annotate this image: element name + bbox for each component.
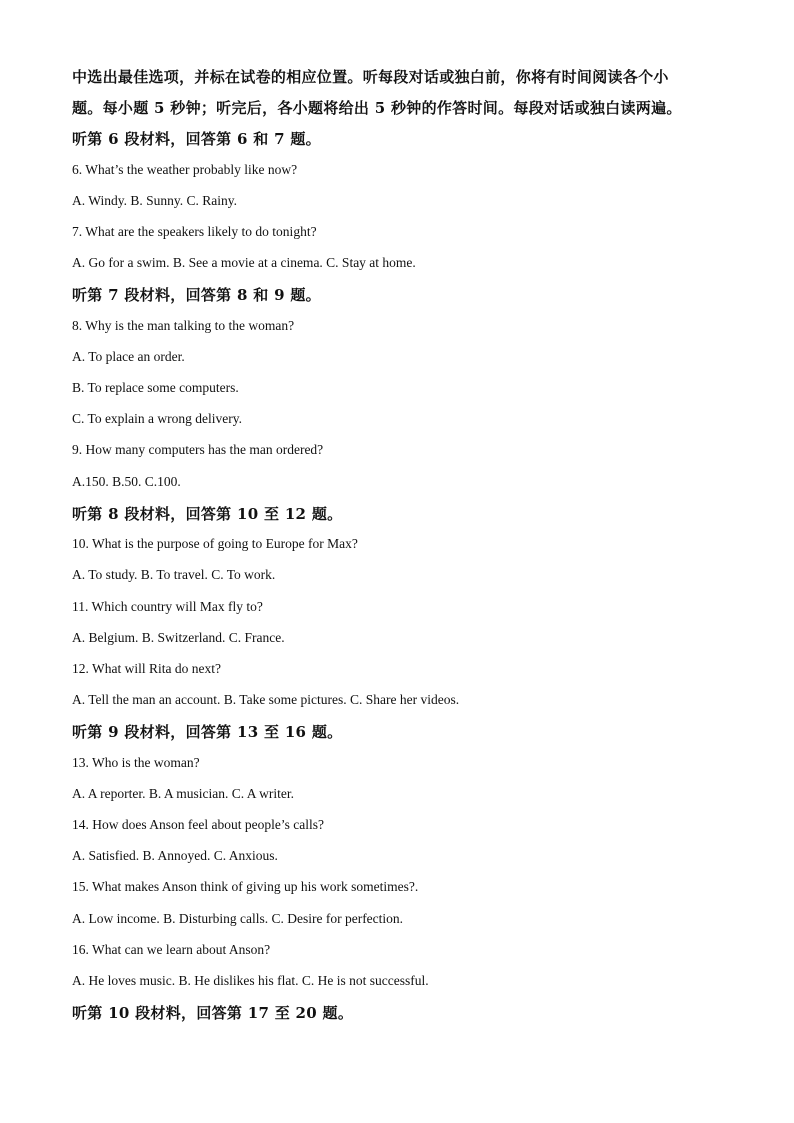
question-text: 6. What’s the weather probably like now? (72, 162, 298, 177)
section-heading: 听第 9 段材料，回答第 13 至 16 题。 (72, 723, 343, 741)
section-heading: 听第 10 段材料，回答第 17 至 20 题。 (72, 1004, 354, 1022)
question-text: 11. Which country will Max fly to? (72, 599, 263, 614)
answer-options: A. To study. B. To travel. C. To work. (72, 567, 276, 582)
instructions-line-2: 题。每小题 5 秒钟；听完后，各小题将给出 5 秒钟的作答时间。每段对话或独白读两遍。 (72, 99, 682, 117)
answer-options: A. Tell the man an account. B. Take some pictures. C. Share her videos. (72, 692, 460, 707)
answer-options: A. Belgium. B. Switzerland. C. France. (72, 630, 285, 645)
question-text: 12. What will Rita do next? (72, 661, 221, 676)
question-text: 14. How does Anson feel about people’s calls? (72, 817, 324, 832)
answer-options: A. Windy. B. Sunny. C. Rainy. (72, 193, 237, 208)
answer-options: A. Satisfied. B. Annoyed. C. Anxious. (72, 848, 278, 863)
section-heading: 听第 8 段材料，回答第 10 至 12 题。 (72, 505, 343, 523)
question-text: 9. How many computers has the man ordered? (72, 442, 324, 457)
answer-options: A. A reporter. B. A musician. C. A writer. (72, 786, 294, 801)
answer-option: B. To replace some computers. (72, 380, 239, 395)
question-text: 15. What makes Anson think of giving up his work sometimes?. (72, 879, 419, 894)
question-text: 10. What is the purpose of going to Europe for Max? (72, 536, 358, 551)
answer-option: C. To explain a wrong delivery. (72, 411, 243, 426)
question-text: 16. What can we learn about Anson? (72, 942, 271, 957)
question-text: 13. Who is the woman? (72, 755, 200, 770)
section-heading: 听第 7 段材料，回答第 8 和 9 题。 (72, 286, 321, 304)
answer-options: A. He loves music. B. He dislikes his flat. C. He is not successful. (72, 973, 429, 988)
question-text: 7. What are the speakers likely to do tonight? (72, 224, 317, 239)
answer-options: A.150. B.50. C.100. (72, 474, 181, 489)
answer-option: A. To place an order. (72, 349, 185, 364)
answer-options: A. Low income. B. Disturbing calls. C. Desire for perfection. (72, 911, 404, 926)
answer-options: A. Go for a swim. B. See a movie at a cinema. C. Stay at home. (72, 255, 416, 270)
section-heading: 听第 6 段材料，回答第 6 和 7 题。 (72, 130, 321, 148)
question-text: 8. Why is the man talking to the woman? (72, 318, 295, 333)
instructions-line-1: 中选出最佳选项，并标在试卷的相应位置。听每段对话或独白前，你将有时间阅读各个小 (72, 68, 669, 86)
